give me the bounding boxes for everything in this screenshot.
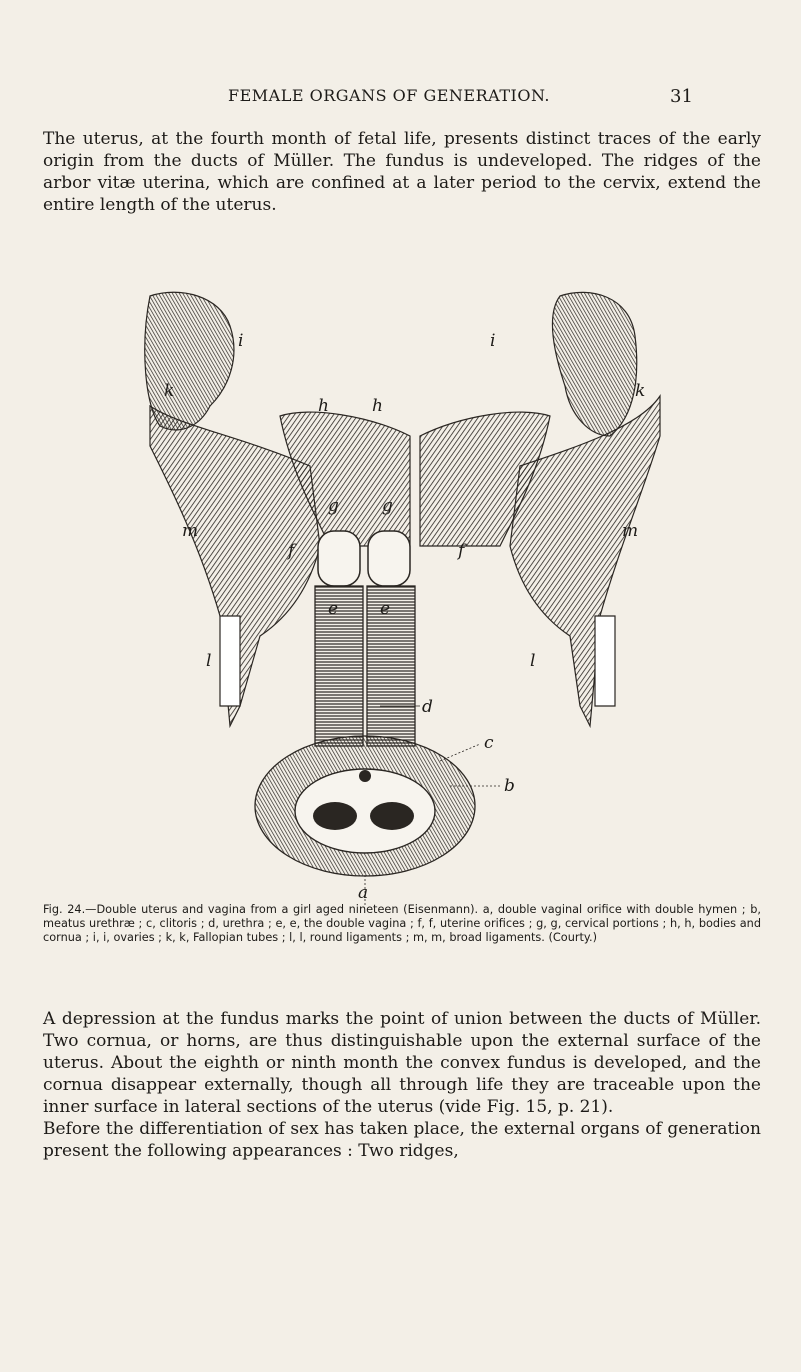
label-b: b [504, 776, 515, 796]
page-number: 31 [670, 86, 693, 107]
label-m-left: m [182, 521, 199, 541]
paragraph-uterus-fourth-month: The uterus, at the fourth month of fetal life, presents distinct traces of the early origin from the ducts of Müller. The fundus is undeveloped. The ridges of the arbor vitæ uterina, which are confined at a later period to the cervix, extend the entire length of the uterus. [43, 129, 761, 215]
label-e-right: e [380, 599, 391, 619]
label-k-left: k [164, 381, 175, 401]
left-vaginal-orifice [313, 802, 357, 830]
double-uterus-illustration [140, 286, 700, 906]
left-ovary-tube [145, 292, 234, 430]
meatus-urethrae [359, 770, 371, 782]
label-f-right: f [458, 541, 465, 561]
label-f-left: f [288, 541, 295, 561]
left-cervix [318, 531, 360, 586]
label-m-right: m [622, 521, 639, 541]
paragraph-differentiation-sex: Before the differentiation of sex has taken place, the external organs of generation present the following appearances : Two ridges, [43, 1119, 761, 1161]
right-cervix [368, 531, 410, 586]
right-vagina [367, 586, 415, 746]
running-header [0, 86, 801, 116]
figure-double-uterus [140, 286, 700, 906]
left-vagina [315, 586, 363, 746]
label-l-right: l [530, 651, 536, 671]
header-title: FEMALE ORGANS OF GENERATION. [228, 86, 550, 105]
right-ovary-tube [552, 292, 636, 436]
left-round-ligament [220, 616, 240, 706]
label-g-right: g [382, 496, 393, 516]
paragraph-depression-fundus: A depression at the fundus marks the point of union between the ducts of Müller. Two cornua, or horns, are thus distinguishable upon the external surface of the uterus. About the eighth or ninth month the convex fundus is developed, and the cornua disappear externally, though all through life they are traceable upon the inner surface in lateral sections of the uterus (vide Fig. 15, p. 21). [43, 1009, 761, 1117]
right-round-ligament [595, 616, 615, 706]
body-text [43, 1008, 761, 1162]
label-c: c [484, 733, 494, 753]
figure-caption: Fig. 24.—Double uterus and vagina from a girl aged nineteen (Eisenmann). a, double vaginal orifice with double hymen ; b, meatus urethræ ; c, clitoris ; d, urethra ; e, e, the double vagina ; f, f, uterine orifices ; g, g, cervical portions ; h, h, bodies and cornua ; i, i, ovaries ; k, k, Fallopian tubes ; l, l, round ligaments ; m, m, broad ligaments. (Courty.) [43, 903, 761, 944]
right-vaginal-orifice [370, 802, 414, 830]
label-d: d [422, 697, 433, 717]
label-h-right: h [372, 396, 383, 416]
label-k-right: k [635, 381, 646, 401]
label-a: a [358, 883, 369, 903]
label-i-left: i [238, 331, 244, 351]
label-l-left: l [206, 651, 212, 671]
label-e-left: e [328, 599, 339, 619]
label-i-right: i [490, 331, 496, 351]
label-h-left: h [318, 396, 329, 416]
label-g-left: g [328, 496, 339, 516]
